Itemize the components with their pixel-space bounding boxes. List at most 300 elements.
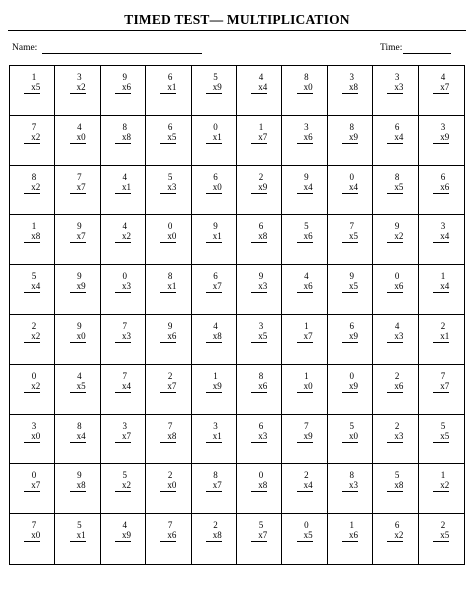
- multiplicand: 3: [394, 72, 400, 82]
- multiplier: [251, 331, 267, 343]
- multiplicand: 9: [394, 221, 400, 232]
- multiplication-problem: [160, 221, 176, 243]
- multiplicand: 5: [167, 171, 173, 182]
- multiplier: [70, 231, 86, 243]
- multiplicand: 2: [394, 370, 400, 381]
- problem-cell[interactable]: [237, 315, 282, 365]
- multiplicand: 0: [31, 370, 37, 381]
- times-sign: x: [348, 231, 354, 242]
- problem-cell[interactable]: [419, 66, 464, 116]
- multiplier: [115, 480, 131, 492]
- multiplication-problem: [297, 72, 313, 94]
- problem-cell[interactable]: [10, 415, 55, 465]
- multiplicand: 6: [258, 221, 264, 232]
- problem-cell[interactable]: [282, 166, 327, 216]
- problem-cell[interactable]: [10, 116, 55, 166]
- times-sign: x: [212, 430, 218, 441]
- multiplicand: 6: [394, 121, 400, 132]
- problem-cell[interactable]: [101, 116, 146, 166]
- problem-cell[interactable]: [328, 166, 373, 216]
- problem-cell[interactable]: [419, 464, 464, 514]
- multiplier-value: 9: [353, 380, 358, 391]
- multiplier-value: 8: [217, 330, 222, 341]
- multiplier: [206, 480, 222, 492]
- times-sign: x: [76, 430, 82, 441]
- problem-cell[interactable]: [282, 464, 327, 514]
- multiplication-problem: [297, 271, 313, 293]
- multiplier-value: 5: [308, 530, 313, 541]
- multiplier: [115, 281, 131, 293]
- multiplier: [24, 82, 40, 94]
- problem-cell[interactable]: [101, 215, 146, 265]
- multiplier-value: 2: [126, 231, 131, 242]
- problem-cell[interactable]: [237, 514, 282, 564]
- multiplier-value: 0: [308, 82, 313, 92]
- problem-cell[interactable]: [419, 166, 464, 216]
- problem-cell[interactable]: [146, 116, 191, 166]
- multiplication-problem: [251, 371, 267, 393]
- title-divider: [8, 30, 466, 31]
- multiplier: [387, 82, 403, 94]
- times-sign: x: [121, 131, 127, 142]
- times-sign: x: [76, 231, 82, 242]
- multiplier: [297, 182, 313, 194]
- multiplier-value: 5: [81, 380, 86, 391]
- multiplication-problem: [251, 271, 267, 293]
- problem-cell[interactable]: [146, 166, 191, 216]
- multiplication-problem: [342, 172, 358, 194]
- multiplication-problem: [160, 172, 176, 194]
- problem-cell[interactable]: [10, 166, 55, 216]
- multiplier: [70, 132, 86, 144]
- multiplicand: 7: [304, 420, 309, 431]
- multiplication-problem: [24, 371, 40, 393]
- problem-cell[interactable]: [373, 315, 418, 365]
- multiplier-value: 9: [444, 131, 450, 142]
- problem-cell[interactable]: [101, 166, 146, 216]
- problem-cell[interactable]: [419, 514, 464, 564]
- problem-cell[interactable]: [55, 514, 100, 564]
- problem-cell[interactable]: [192, 514, 237, 564]
- multiplication-problem: [115, 221, 131, 243]
- times-sign: x: [348, 281, 354, 292]
- multiplication-problem: [251, 321, 267, 343]
- multiplier-value: 4: [262, 82, 268, 92]
- problem-cell[interactable]: [146, 265, 191, 315]
- multiplicand: 3: [304, 121, 309, 132]
- times-sign: x: [394, 131, 399, 142]
- problem-cell[interactable]: [373, 66, 418, 116]
- problem-cell[interactable]: [192, 415, 237, 465]
- problem-cell[interactable]: [328, 514, 373, 564]
- multiplication-problem: [206, 172, 222, 194]
- problem-cell[interactable]: [10, 514, 55, 564]
- problem-cell[interactable]: [55, 464, 100, 514]
- problem-cell[interactable]: [192, 315, 237, 365]
- multiplicand: 9: [258, 271, 264, 282]
- name-field[interactable]: [42, 53, 202, 54]
- multiplier: [115, 530, 131, 542]
- multiplier: [433, 480, 449, 492]
- problem-cell[interactable]: [282, 66, 327, 116]
- multiplicand: 1: [31, 72, 37, 82]
- multiplier-value: 0: [81, 131, 86, 142]
- times-sign: x: [121, 330, 127, 341]
- multiplier-value: 1: [217, 231, 222, 242]
- problem-cell[interactable]: [328, 365, 373, 415]
- multiplicand: 8: [77, 420, 82, 431]
- multiplication-problem: [433, 271, 449, 293]
- multiplicand: 1: [440, 271, 446, 282]
- times-sign: x: [258, 330, 263, 341]
- multiplication-problem: [70, 470, 86, 492]
- time-field[interactable]: [403, 53, 451, 54]
- multiplicand: 6: [167, 72, 173, 82]
- multiplication-problem: [342, 470, 358, 492]
- multiplicand: 2: [440, 320, 446, 331]
- problem-cell[interactable]: [55, 415, 100, 465]
- multiplicand: 3: [31, 420, 37, 431]
- multiplier: [342, 231, 358, 243]
- problem-cell[interactable]: [101, 514, 146, 564]
- multiplicand: 9: [77, 271, 82, 282]
- problem-cell[interactable]: [55, 315, 100, 365]
- multiplier-value: 6: [398, 281, 404, 292]
- multiplier: [342, 331, 358, 343]
- multiplier: [160, 480, 176, 492]
- multiplicand: 8: [122, 121, 127, 132]
- problem-cell[interactable]: [282, 315, 327, 365]
- problem-cell[interactable]: [237, 464, 282, 514]
- problem-cell[interactable]: [328, 265, 373, 315]
- multiplier-value: 7: [81, 231, 86, 242]
- times-sign: x: [167, 231, 172, 242]
- multiplier: [206, 132, 222, 144]
- multiplier: [24, 530, 40, 542]
- multiplier: [206, 331, 222, 343]
- problem-cell[interactable]: [146, 415, 191, 465]
- multiplier: [387, 381, 403, 393]
- multiplication-problem: [297, 321, 313, 343]
- problem-cell[interactable]: [282, 415, 327, 465]
- multiplier: [160, 231, 176, 243]
- problem-cell[interactable]: [373, 415, 418, 465]
- multiplicand: 2: [440, 520, 446, 531]
- problem-cell[interactable]: [373, 215, 418, 265]
- problem-cell[interactable]: [282, 215, 327, 265]
- times-sign: x: [76, 82, 82, 92]
- multiplicand: 0: [349, 370, 354, 381]
- problem-cell[interactable]: [328, 415, 373, 465]
- problem-cell[interactable]: [101, 415, 146, 465]
- times-sign: x: [167, 530, 172, 541]
- multiplicand: 2: [394, 420, 400, 431]
- multiplicand: 9: [122, 72, 127, 82]
- times-sign: x: [394, 430, 399, 441]
- multiplication-problem: [387, 321, 403, 343]
- multiplicand: 0: [213, 121, 218, 132]
- times-sign: x: [212, 380, 218, 391]
- multiplier-value: 4: [353, 181, 358, 192]
- multiplier-value: 1: [444, 330, 450, 341]
- multiplication-problem: [206, 421, 222, 443]
- multiplicand: 2: [167, 470, 173, 481]
- problem-cell[interactable]: [101, 265, 146, 315]
- multiplier: [70, 480, 86, 492]
- multiplier-value: 7: [444, 380, 450, 391]
- problem-cell[interactable]: [419, 215, 464, 265]
- times-sign: x: [31, 480, 36, 491]
- times-sign: x: [394, 330, 399, 341]
- multiplication-problem: [387, 371, 403, 393]
- multiplier-value: 7: [217, 480, 222, 491]
- multiplier: [297, 331, 313, 343]
- problem-cell[interactable]: [328, 66, 373, 116]
- multiplicand: 4: [122, 171, 127, 182]
- problem-cell[interactable]: [237, 215, 282, 265]
- problem-cell[interactable]: [55, 365, 100, 415]
- problem-cell[interactable]: [101, 464, 146, 514]
- problem-cell[interactable]: [237, 365, 282, 415]
- problem-cell[interactable]: [419, 415, 464, 465]
- multiplication-problem: [433, 221, 449, 243]
- multiplier-value: 8: [126, 131, 131, 142]
- multiplier: [160, 431, 176, 443]
- multiplicand: 8: [167, 271, 173, 282]
- problem-cell[interactable]: [10, 215, 55, 265]
- problem-cell[interactable]: [373, 116, 418, 166]
- multiplicand: 5: [440, 420, 446, 431]
- problem-cell[interactable]: [282, 265, 327, 315]
- multiplicand: 6: [213, 171, 218, 182]
- problem-cell[interactable]: [10, 265, 55, 315]
- problem-cell[interactable]: [192, 66, 237, 116]
- multiplication-problem: [297, 371, 313, 393]
- multiplier-value: 8: [171, 430, 177, 441]
- multiplier: [387, 331, 403, 343]
- problem-cell[interactable]: [373, 464, 418, 514]
- multiplicand: 7: [31, 520, 37, 531]
- multiplicand: 6: [394, 520, 400, 531]
- times-sign: x: [121, 530, 127, 541]
- multiplication-problem: [70, 271, 86, 293]
- multiplicand: 5: [258, 520, 264, 531]
- multiplier: [387, 281, 403, 293]
- multiplier: [297, 530, 313, 542]
- multiplication-problem: [387, 72, 403, 94]
- multiplier-value: 1: [81, 530, 86, 541]
- multiplier-value: 9: [308, 430, 313, 441]
- problem-cell[interactable]: [55, 265, 100, 315]
- multiplier: [70, 182, 86, 194]
- multiplication-problem: [24, 421, 40, 443]
- multiplier-value: 9: [353, 131, 358, 142]
- multiplier: [70, 431, 86, 443]
- multiplier: [433, 331, 449, 343]
- multiplication-problem: [297, 172, 313, 194]
- multiplier-value: 8: [262, 480, 268, 491]
- problem-cell[interactable]: [101, 66, 146, 116]
- times-sign: x: [31, 330, 36, 341]
- problem-cell[interactable]: [146, 365, 191, 415]
- multiplicand: 1: [304, 370, 309, 381]
- multiplication-problem: [387, 122, 403, 144]
- multiplicand: 8: [213, 470, 218, 481]
- multiplication-problem: [297, 470, 313, 492]
- multiplier-value: 0: [308, 380, 313, 391]
- multiplication-problem: [24, 520, 40, 542]
- multiplier-value: 3: [171, 181, 177, 192]
- problem-cell[interactable]: [10, 464, 55, 514]
- problem-cell[interactable]: [419, 315, 464, 365]
- times-sign: x: [121, 430, 127, 441]
- problem-cell[interactable]: [192, 464, 237, 514]
- times-sign: x: [167, 430, 172, 441]
- multiplicand: 8: [349, 121, 354, 132]
- multiplier-value: 2: [35, 181, 41, 192]
- multiplicand: 3: [77, 72, 82, 82]
- problem-cell[interactable]: [419, 265, 464, 315]
- problem-cell[interactable]: [373, 265, 418, 315]
- multiplier: [342, 132, 358, 144]
- multiplication-problem: [160, 72, 176, 94]
- problem-cell[interactable]: [10, 66, 55, 116]
- problem-cell[interactable]: [237, 166, 282, 216]
- multiplier-value: 4: [308, 181, 313, 192]
- multiplier: [387, 480, 403, 492]
- multiplicand: 0: [304, 520, 309, 531]
- multiplier: [206, 182, 222, 194]
- multiplicand: 5: [77, 520, 82, 531]
- problem-cell[interactable]: [419, 365, 464, 415]
- problem-cell[interactable]: [192, 365, 237, 415]
- multiplier: [160, 82, 176, 94]
- problem-cell[interactable]: [10, 315, 55, 365]
- multiplication-problem: [433, 470, 449, 492]
- multiplication-problem: [115, 371, 131, 393]
- problem-cell[interactable]: [237, 265, 282, 315]
- problem-cell[interactable]: [237, 116, 282, 166]
- multiplicand: 0: [349, 171, 354, 182]
- problem-cell[interactable]: [101, 365, 146, 415]
- problem-cell[interactable]: [101, 315, 146, 365]
- multiplicand: 3: [213, 420, 218, 431]
- multiplication-problem: [24, 221, 40, 243]
- problem-grid: [9, 65, 465, 565]
- problem-cell[interactable]: [373, 166, 418, 216]
- times-sign: x: [394, 281, 399, 292]
- problem-cell[interactable]: [373, 365, 418, 415]
- problem-cell[interactable]: [192, 215, 237, 265]
- problem-cell[interactable]: [55, 166, 100, 216]
- problem-cell[interactable]: [282, 514, 327, 564]
- problem-cell[interactable]: [237, 415, 282, 465]
- problem-cell[interactable]: [328, 116, 373, 166]
- multiplication-problem: [387, 421, 403, 443]
- multiplication-problem: [206, 221, 222, 243]
- times-sign: x: [258, 430, 263, 441]
- multiplier-value: 5: [171, 131, 177, 142]
- problem-cell[interactable]: [146, 514, 191, 564]
- multiplication-problem: [160, 271, 176, 293]
- problem-cell[interactable]: [328, 215, 373, 265]
- multiplicand: 0: [31, 470, 37, 481]
- multiplication-problem: [251, 470, 267, 492]
- times-sign: x: [303, 231, 309, 242]
- problem-cell[interactable]: [282, 365, 327, 415]
- multiplier-value: 4: [126, 380, 131, 391]
- multiplicand: 9: [77, 470, 82, 481]
- multiplication-problem: [24, 470, 40, 492]
- problem-cell[interactable]: [146, 66, 191, 116]
- multiplier: [206, 431, 222, 443]
- multiplier-value: 0: [171, 231, 177, 242]
- problem-cell[interactable]: [55, 215, 100, 265]
- multiplier-value: 6: [308, 131, 313, 142]
- problem-cell[interactable]: [10, 365, 55, 415]
- times-sign: x: [167, 480, 172, 491]
- multiplier: [433, 132, 449, 144]
- times-sign: x: [348, 131, 354, 142]
- times-sign: x: [258, 82, 263, 92]
- multiplier-value: 3: [353, 480, 358, 491]
- times-sign: x: [440, 330, 445, 341]
- multiplier: [70, 331, 86, 343]
- multiplicand: 0: [394, 271, 400, 282]
- problem-cell[interactable]: [146, 215, 191, 265]
- multiplier: [251, 480, 267, 492]
- multiplier-value: 8: [353, 82, 358, 92]
- times-sign: x: [76, 330, 82, 341]
- problem-cell[interactable]: [282, 116, 327, 166]
- multiplier: [433, 231, 449, 243]
- multiplication-problem: [433, 172, 449, 194]
- problem-cell[interactable]: [192, 265, 237, 315]
- problem-cell[interactable]: [328, 315, 373, 365]
- problem-cell[interactable]: [419, 116, 464, 166]
- times-sign: x: [76, 480, 82, 491]
- multiplier: [251, 182, 267, 194]
- problem-cell[interactable]: [146, 464, 191, 514]
- times-sign: x: [258, 231, 263, 242]
- multiplicand: 5: [213, 72, 218, 82]
- problem-cell[interactable]: [373, 514, 418, 564]
- multiplier: [115, 132, 131, 144]
- multiplier: [251, 82, 267, 94]
- problem-cell[interactable]: [328, 464, 373, 514]
- multiplier: [297, 231, 313, 243]
- problem-cell[interactable]: [146, 315, 191, 365]
- times-sign: x: [212, 281, 218, 292]
- problem-cell[interactable]: [192, 166, 237, 216]
- multiplier-value: 1: [171, 82, 177, 92]
- times-sign: x: [167, 181, 172, 192]
- multiplier: [206, 231, 222, 243]
- problem-cell[interactable]: [192, 116, 237, 166]
- multiplicand: 8: [394, 171, 400, 182]
- problem-cell[interactable]: [237, 66, 282, 116]
- multiplication-problem: [251, 520, 267, 542]
- times-sign: x: [303, 530, 309, 541]
- multiplier: [297, 381, 313, 393]
- times-sign: x: [348, 480, 354, 491]
- multiplier-value: 2: [35, 380, 41, 391]
- problem-cell[interactable]: [55, 66, 100, 116]
- multiplicand: 8: [349, 470, 354, 481]
- problem-cell[interactable]: [55, 116, 100, 166]
- multiplication-problem: [251, 72, 267, 94]
- multiplicand: 3: [258, 320, 264, 331]
